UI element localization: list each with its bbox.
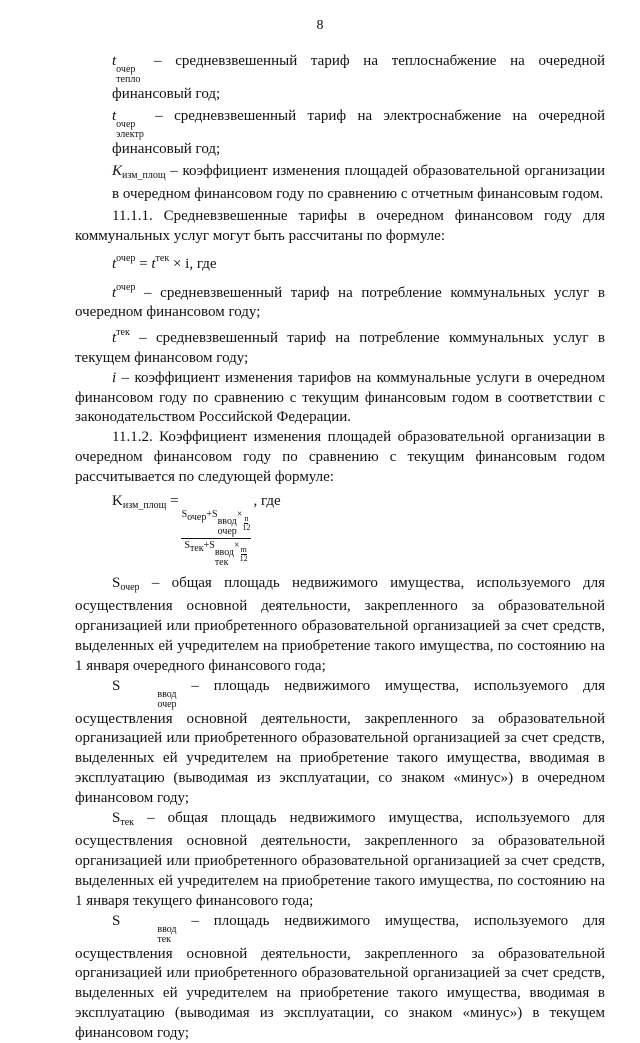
def-i: i – коэффициент изменения тарифов на коммунальные услуги в очередном финансовом году по сравнению с текущим финансовым годом в соответствии с законодательством Российской Федерации.: [75, 369, 605, 428]
sup-sub: очер тепло: [116, 65, 140, 85]
def-s-tek: $S_{тек}$ – общая площадь недвижимого имущества, используемого для осуществления основной деятельности, закрепленного за образовательной организацией или приобретенного образовательной организацией за счет средств, выделенных ей учредителем на приобретение такого имущества, по состоянию на 1 января текущего финансового года;: [75, 809, 605, 912]
definition-text: – средневзвешенный тариф на теплоснабжение на очередной финансовый год;: [112, 53, 605, 102]
def-s-ocher: $S_{очер}$ – общая площадь недвижимого имущества, используемого для осуществления основной деятельности, закрепленного за образовательной организацией или приобретенного образовательной организацией за счет средств, выделенных ей учредителем на приобретение такого имущества, по состоянию на 1 января очередного финансового года;: [75, 574, 605, 677]
symbol: t: [112, 53, 116, 69]
clause-11-1-2: 11.1.2. Коэффициент изменения площадей образовательной организации в очередном финансовом году по сравнению с текущим финансовым годом рассчитывается по следующей формуле:: [75, 428, 605, 487]
clause-11-1-1: 11.1.1. Средневзвешенные тарифы в очередном финансовом году для коммунальных услуг могут быть рассчитаны по формуле:: [75, 207, 605, 247]
def-s-vvod-ocher: S ввод очер – площадь недвижимого имущества, используемого для осуществления основной деятельности, закрепленного за образовательной организацией или приобретенного образовательной организацией за счет средств, выделенных ей учредителем на приобретение такого имущества, вводимая в эксплуатацию (выводимая из эксплуатации, со знаком «минус») в очередном финансовом году;: [75, 677, 605, 809]
symbol: t: [112, 108, 116, 124]
def-t-teplo: [75, 52, 605, 105]
definition-text: – коэффициент изменения площадей образовательной организации в очередном финансовом году по сравнению с отчетным финансовым годом.: [112, 163, 605, 203]
def-t-tek: $t^{тек}$ – средневзвешенный тариф на потребление коммунальных услуг в текущем финансовом году;: [75, 323, 605, 369]
formula-tariff: $t^{очер} = t^{тек} \times i$, где: [112, 249, 605, 275]
def-s-vvod-tek: S ввод тек – площадь недвижимого имущества, используемого для осуществления основной деятельности, закрепленного за образовательной организацией или приобретенного образовательной организацией за счет средств, выделенных ей учредителем на приобретение такого имущества, вводимая в эксплуатацию (выводимая из эксплуатации, со знаком «минус») в текущем финансовом году;: [75, 912, 605, 1043]
def-k-izm-plosch: [75, 162, 605, 206]
subscript: изм_площ: [122, 170, 166, 181]
document-body: [75, 52, 605, 1043]
symbol: K: [112, 163, 122, 179]
sup-sub: очер электр: [116, 120, 144, 140]
def-t-ocher: $t^{очер}$ – средневзвешенный тариф на потребление коммунальных услуг в очередном финансовом году;: [75, 278, 605, 324]
fraction: Sочер+S ввод очер × $\frac{n}{12}$ Sтек+S ввод тек × $\frac{m}{12}$: [181, 509, 252, 568]
formula-area-coefficient: $K_{изм\_площ}$ = Sочер+S ввод очер × $\frac{n}{12}$ Sтек+S ввод тек × $\frac{m}{12}$ , где: [112, 492, 605, 568]
definition-text: – средневзвешенный тариф на электроснабжение на очередной финансовый год;: [112, 108, 605, 157]
page-number: 8: [0, 18, 640, 34]
def-t-elektr: [75, 107, 605, 160]
